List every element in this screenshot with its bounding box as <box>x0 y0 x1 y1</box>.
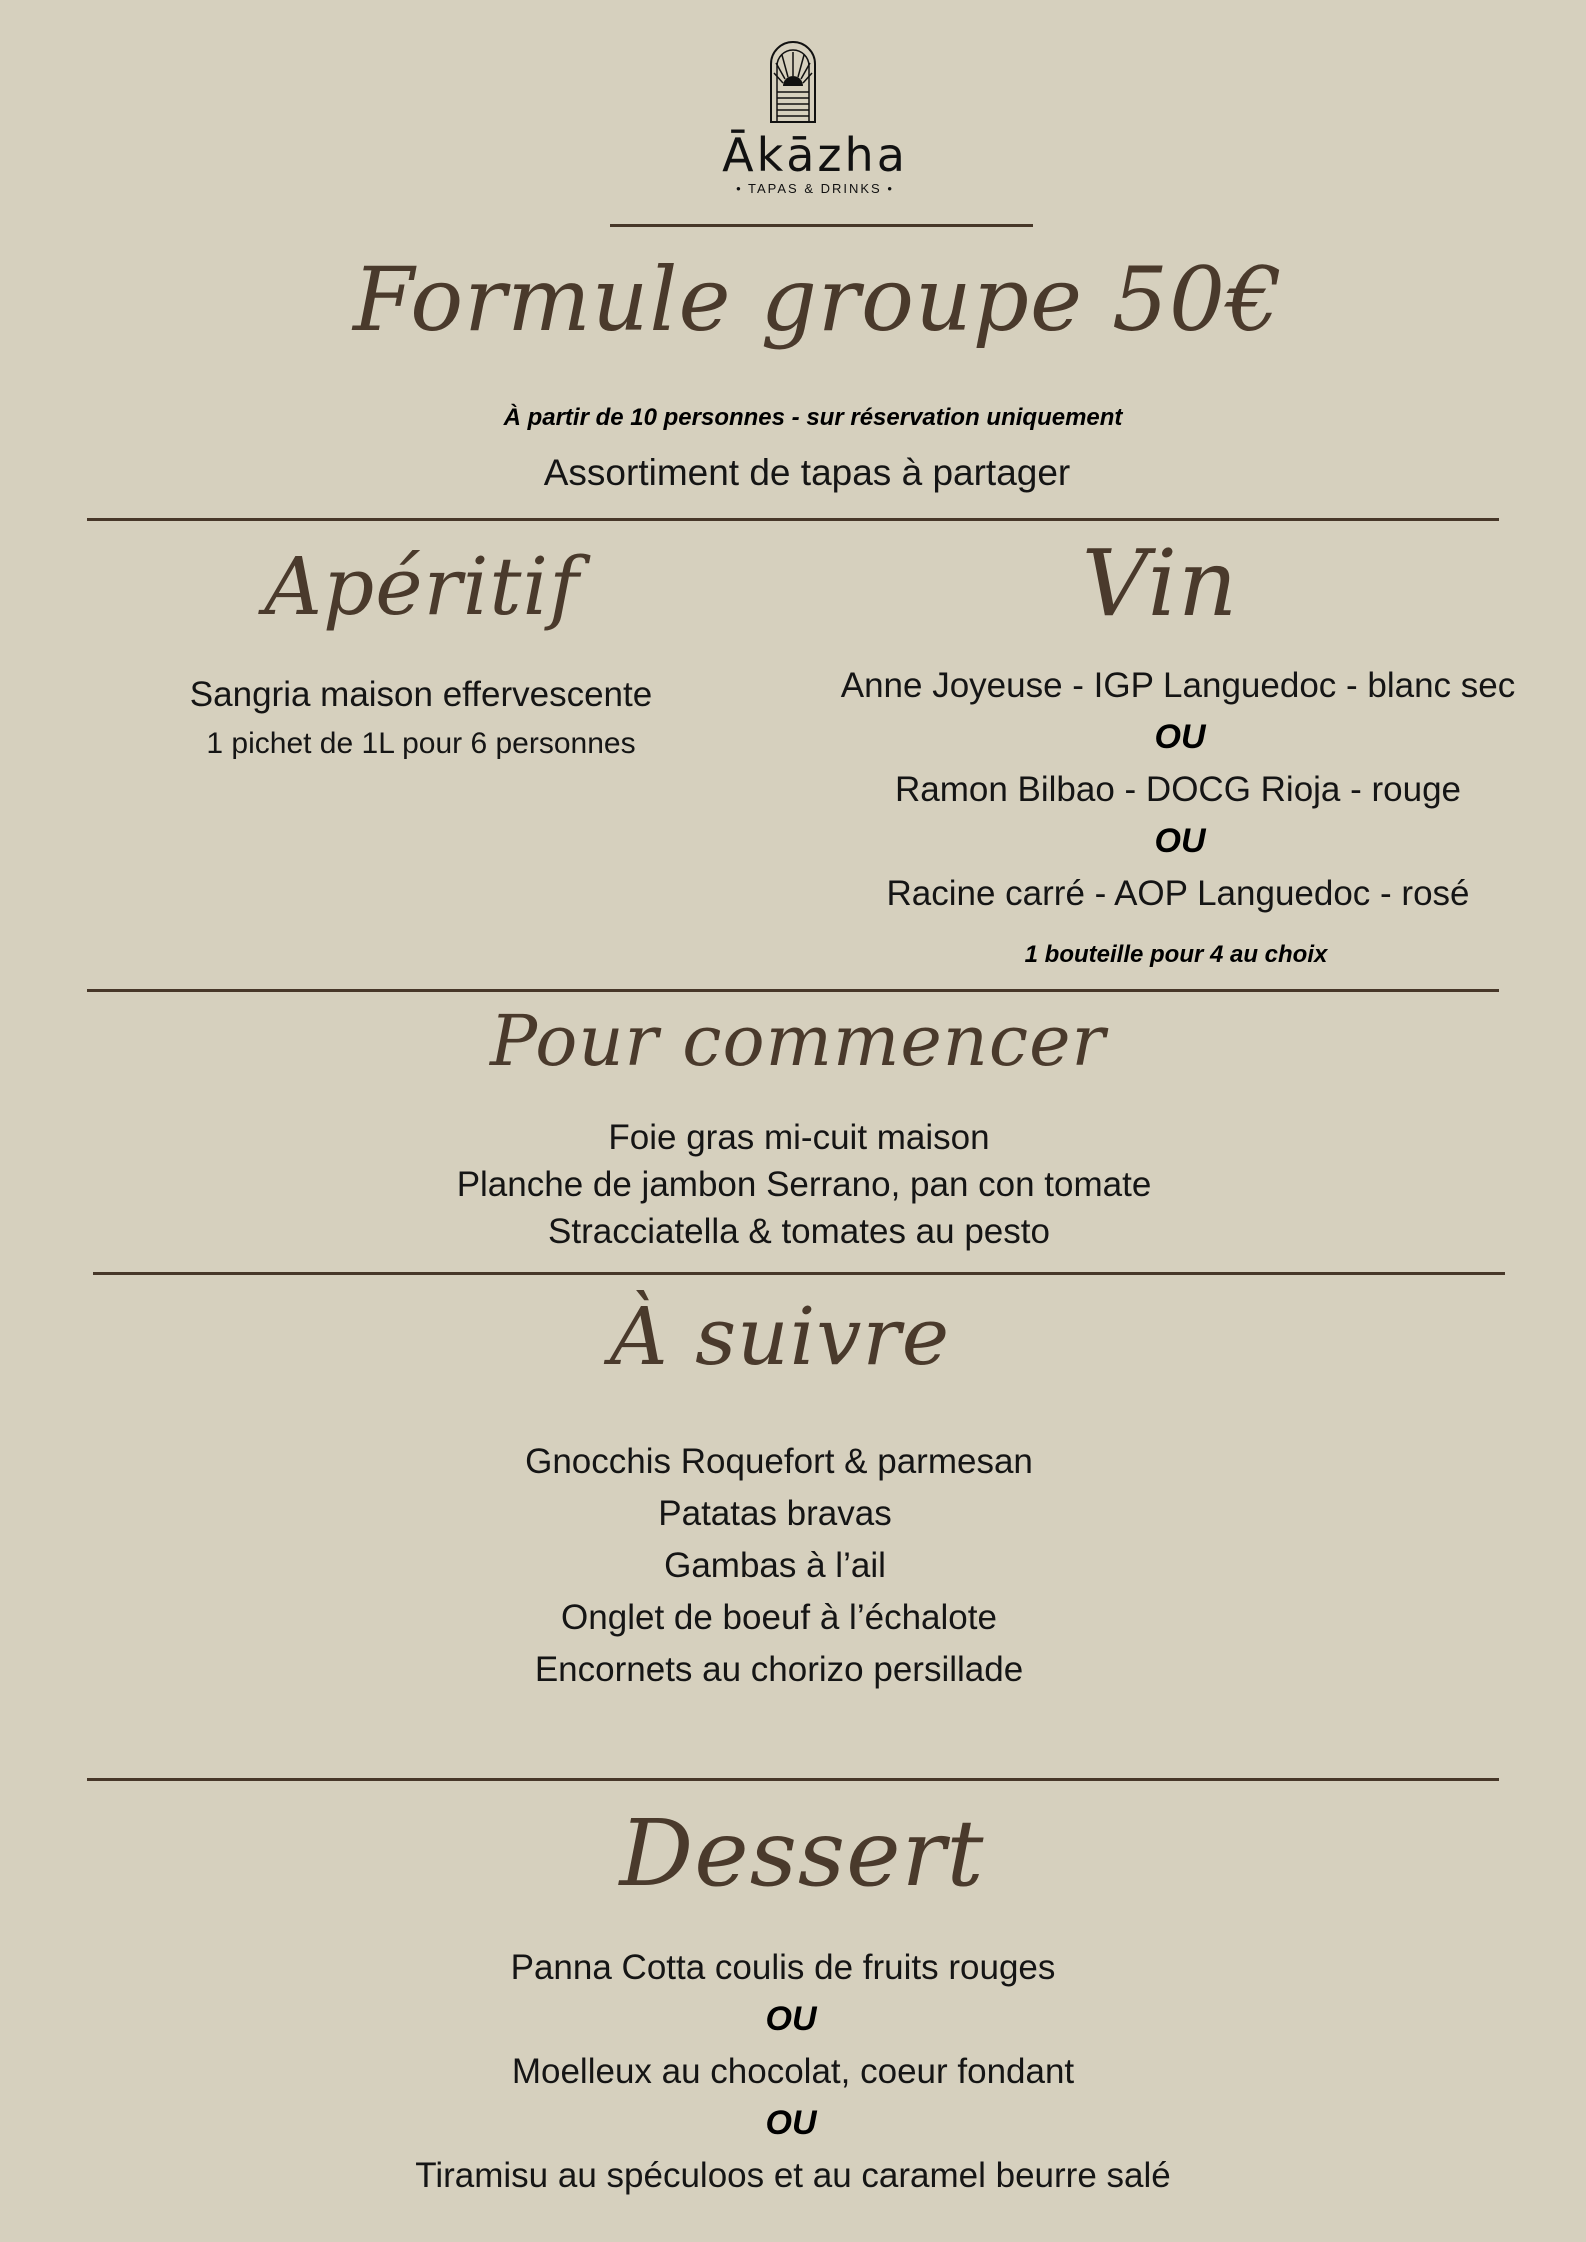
dessert-separator: OU <box>765 2104 817 2142</box>
brand-name: Ākāzha <box>722 128 908 182</box>
section-divider <box>87 989 1499 992</box>
vin-note: 1 bouteille pour 4 au choix <box>1024 941 1328 968</box>
aperitif-heading: Apéritif <box>264 540 580 633</box>
dessert-option: Tiramisu au spéculoos et au caramel beurre salé <box>415 2156 1171 2195</box>
pour-commencer-item: Planche de jambon Serrano, pan con tomate <box>456 1165 1152 1204</box>
header-divider <box>610 224 1033 227</box>
aperitif-detail: 1 pichet de 1L pour 6 personnes <box>206 727 636 760</box>
a-suivre-item: Encornets au chorizo persillade <box>534 1650 1024 1689</box>
arch-sun-logo-icon <box>743 30 843 125</box>
vin-separator: OU <box>1154 718 1206 756</box>
page-intro: Assortiment de tapas à partager <box>543 452 1071 493</box>
section-divider <box>87 518 1499 521</box>
aperitif-item: Sangria maison effervescente <box>189 675 653 714</box>
dessert-option: Moelleux au chocolat, coeur fondant <box>511 2052 1075 2091</box>
a-suivre-item: Onglet de boeuf à l’échalote <box>561 1598 997 1637</box>
pour-commencer-item: Foie gras mi-cuit maison <box>608 1118 990 1157</box>
brand-tagline: • TAPAS & DRINKS • <box>736 181 894 196</box>
dessert-option: Panna Cotta coulis de fruits rouges <box>510 1948 1056 1987</box>
brand-logo <box>743 30 843 125</box>
section-divider <box>87 1778 1499 1781</box>
vin-option: Racine carré - AOP Languedoc - rosé <box>886 874 1470 913</box>
dessert-separator: OU <box>765 2000 817 2038</box>
page-subtitle: À partir de 10 personnes - sur réservation uniquement <box>503 404 1123 431</box>
pour-commencer-item: Stracciatella & tomates au pesto <box>548 1212 1050 1251</box>
section-divider <box>93 1272 1505 1275</box>
a-suivre-item: Gambas à l’ail <box>664 1546 886 1585</box>
vin-option: Anne Joyeuse - IGP Languedoc - blanc sec <box>840 666 1516 705</box>
page-title: Formule groupe 50€ <box>352 248 1284 351</box>
dessert-heading: Dessert <box>619 1800 985 1907</box>
vin-option: Ramon Bilbao - DOCG Rioja - rouge <box>894 770 1462 809</box>
vin-heading: Vin <box>1081 530 1239 637</box>
a-suivre-item: Gnocchis Roquefort & parmesan <box>525 1442 1033 1481</box>
a-suivre-heading: À suivre <box>609 1290 951 1383</box>
vin-separator: OU <box>1154 822 1206 860</box>
pour-commencer-heading: Pour commencer <box>490 1000 1106 1082</box>
a-suivre-item: Patatas bravas <box>658 1494 892 1533</box>
